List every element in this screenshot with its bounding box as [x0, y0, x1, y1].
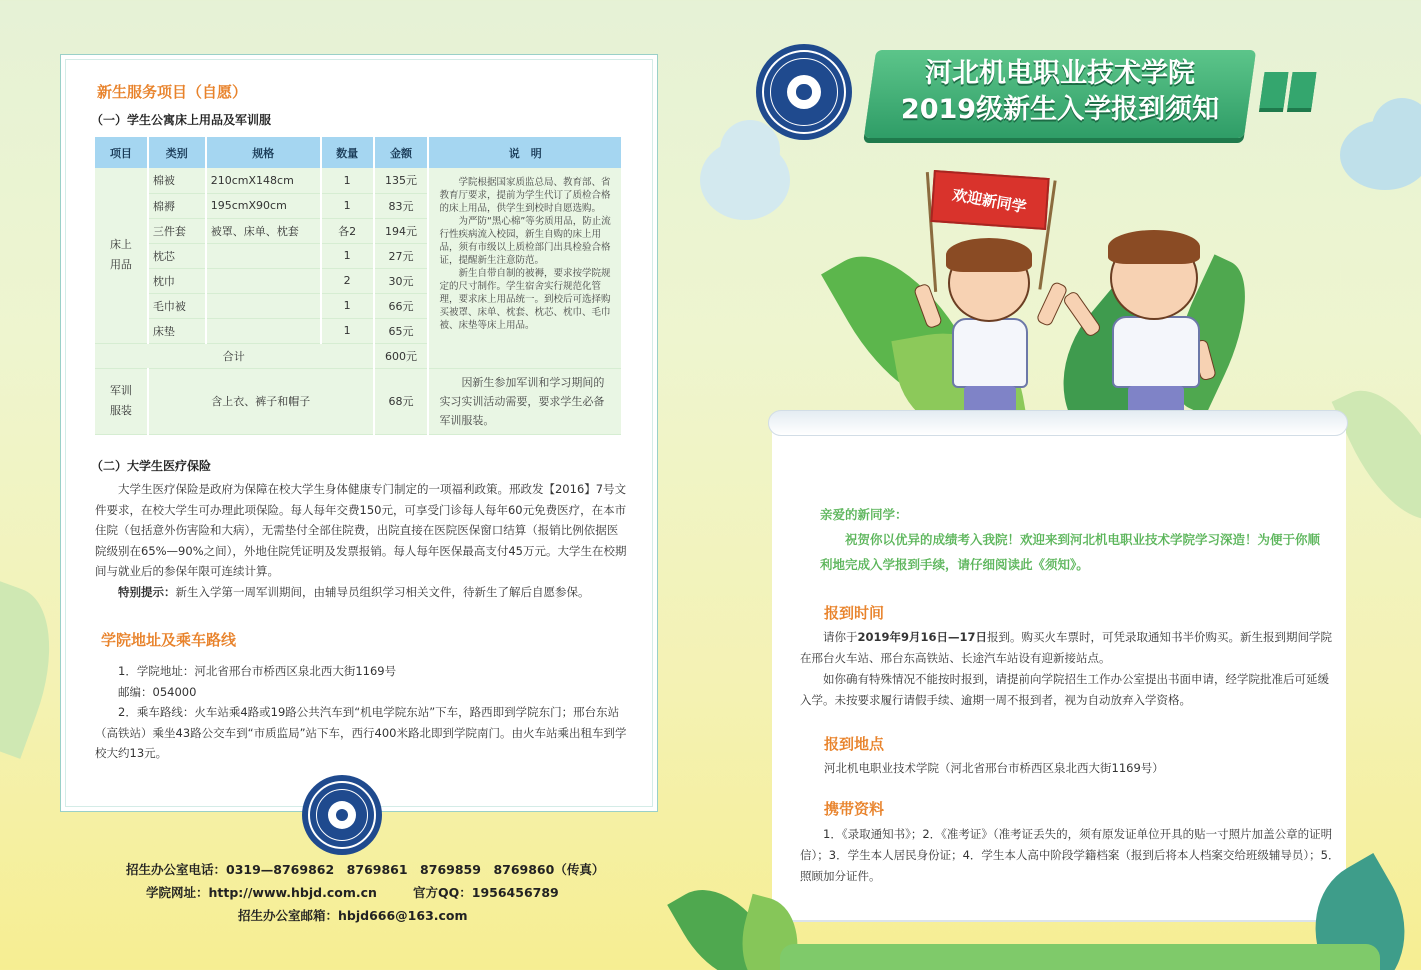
banner-tab-decoration — [1259, 72, 1288, 108]
kid-hair — [946, 238, 1032, 272]
table-row — [95, 368, 622, 434]
fee-table — [95, 137, 623, 435]
total-amount-cell: 600元 — [374, 343, 429, 368]
military-amount-cell: 68元 — [374, 368, 429, 434]
spec-cell — [206, 268, 321, 293]
welcome-paragraph: 祝贺你以优异的成绩考入我院！欢迎来到河北机电职业技术学院学习深造！为便于你顺利地完成入学报到手续，请仔细阅读此《须知》。 — [820, 532, 1321, 572]
table-header: 说 明 — [428, 137, 622, 168]
amount-cell: 30元 — [374, 268, 429, 293]
qty-cell: 1 — [321, 193, 374, 218]
materials-paragraph: 1．《录取通知书》；2．《准考证》（准考证丢失的，须有原发证单位开具的贴一寸照片加盖公章的证明信）；3．学生本人居民身份证；4．学生本人高中阶段学籍档案（报到后将本人档案交给班级辅导员）；5．照顾加分证件。 — [800, 827, 1340, 883]
ground-strip — [780, 944, 1380, 970]
footer-qq: 官方QQ：1956456789 — [413, 885, 559, 900]
kid-hair — [1108, 230, 1200, 264]
route-line: 2．乘车路线：火车站乘4路或19路公共汽车到“机电学院东站”下车，路西即到学院东门；邢台东站（高铁站）乘坐43路公交车到“市质监局”站下车，西行400米路北即到学院南门。由火车站乘出租车到学校大约13元。 — [95, 705, 627, 760]
spec-cell — [206, 318, 321, 343]
report-date: 2019年9月16日—17日 — [857, 630, 988, 644]
materials-text — [800, 824, 1340, 887]
amount-cell: 83元 — [374, 193, 429, 218]
kid-shirt — [952, 318, 1028, 388]
table-header: 金额 — [374, 137, 429, 168]
qty-cell: 2 — [321, 268, 374, 293]
banner-title-line2: 2019级新生入学报到须知 — [900, 94, 1220, 125]
table-header: 类别 — [148, 137, 206, 168]
spec-cell: 195cmX90cm — [206, 193, 321, 218]
total-label-cell: 合计 — [95, 343, 374, 368]
category-cell: 床垫 — [148, 318, 206, 343]
amount-cell: 27元 — [374, 243, 429, 268]
greeting: 亲爱的新同学： — [820, 507, 908, 522]
category-cell: 三件套 — [148, 218, 206, 243]
qty-cell: 1 — [321, 318, 374, 343]
table-row — [95, 168, 622, 193]
category-cell: 枕巾 — [148, 268, 206, 293]
qty-cell: 1 — [321, 243, 374, 268]
welcome-text — [820, 527, 1320, 577]
spec-cell: 被罩、床单、枕套 — [206, 218, 321, 243]
amount-cell: 65元 — [374, 318, 429, 343]
bedding-note-1: 学院根据国家质监总局、教育部、省教育厅要求，提前为学生代订了质检合格的床上用品，供学生到校时自愿选购。 — [439, 177, 611, 214]
cloud-decoration — [720, 120, 780, 180]
scroll-roll — [768, 410, 1348, 436]
banner-tab-decoration — [1287, 72, 1316, 108]
bedding-note-3: 新生自带自制的被褥，要求按学院规定的尺寸制作。学生宿舍实行规范化管理，要求床上用品统一。到校后可选择购买被罩、床单、枕套、枕芯、枕巾、毛巾被、床垫等床上用品。 — [439, 268, 611, 331]
amount-cell: 194元 — [374, 218, 429, 243]
category-cell: 棉褥 — [148, 193, 206, 218]
place-text: 河北机电职业技术学院（河北省邢台市桥西区泉北西大街1169号） — [824, 761, 1164, 775]
bedding-note-cell — [428, 168, 622, 368]
spec-cell — [206, 243, 321, 268]
qty-cell: 1 — [321, 293, 374, 318]
bedding-note-2: 为严防“黑心棉”等劣质用品，防止流行性疾病流入校园，新生自购的床上用品，须有市级以上质检部门出具检验合格证，提醒新生注意防范。 — [439, 216, 611, 266]
time-paragraph-2: 如你确有特殊情况不能按时报到，请提前向学院招生工作办公室提出书面申请，经学院批准后可延缓入学。未按要求履行请假手续、逾期一周不报到者，视为自动放弃入学资格。 — [800, 672, 1329, 707]
spec-cell — [206, 293, 321, 318]
spec-cell: 210cmX148cm — [206, 168, 321, 193]
place-section-title: 报到地点 — [824, 735, 885, 753]
time-text — [800, 627, 1340, 711]
welcome-flag-text: 欢迎新同学 — [951, 185, 1029, 216]
medical-paragraph: 大学生医疗保险是政府为保障在校大学生身体健康专门制定的一项福利政策。邢政发【2016】7号文件要求，在校大学生可办理此项保险。每人每年交费150元，可享受门诊每人每年60元免费医疗，在本市住院（包括意外伤害险和大病），无需垫付全部住院费，出院直接在医院医保窗口结算（报销比例依据医院级别在65%—90%之间），外地住院凭证明及发票报销。每人每年医保最高支付45万元。大学生在校期间与就业后的参保年限可连续计算。 — [95, 482, 627, 578]
amount-cell: 66元 — [374, 293, 429, 318]
military-note-cell — [428, 368, 622, 434]
medical-tip — [95, 582, 627, 603]
qty-cell: 1 — [321, 168, 374, 193]
table-header: 数量 — [321, 137, 374, 168]
table-header: 规格 — [206, 137, 321, 168]
medical-text — [95, 479, 627, 602]
amount-cell: 135元 — [374, 168, 429, 193]
group-military-cell: 军训 服装 — [95, 368, 148, 434]
medical-tip-label: 特别提示： — [118, 584, 176, 599]
welcome-flag — [930, 170, 1049, 230]
footer-email: 招生办公室邮箱：hbjd666@163.com — [238, 908, 468, 923]
group-bedding-cell: 床上 用品 — [95, 168, 148, 343]
category-cell: 棉被 — [148, 168, 206, 193]
address-section-title: 学院地址及乘车路线 — [101, 631, 237, 649]
address-text — [95, 661, 627, 764]
category-cell: 枕芯 — [148, 243, 206, 268]
time-section-title: 报到时间 — [824, 604, 885, 622]
time-paragraph-1: 请你于2019年9月16日—17日报到。购买火车票时，可凭录取通知书半价购买。新生报到期间学院在邢台火车站、邢台东高铁站、长途汽车站设有迎新接站点。 — [800, 630, 1333, 665]
service-section-title: 新生服务项目（自愿） — [97, 83, 248, 101]
medical-tip-text: 新生入学第一周军训期间，由辅导员组织学习相关文件，待新生了解后自愿参保。 — [175, 584, 590, 599]
kid-shirt — [1112, 316, 1200, 388]
bedding-subtitle: （一）学生公寓床上用品及军训服 — [91, 113, 272, 127]
footer-website: 学院网址：http://www.hbjd.com.cn — [146, 885, 377, 900]
postcode-line: 邮编：054000 — [118, 684, 197, 699]
materials-section-title: 携带资料 — [824, 800, 885, 818]
military-note: 因新生参加军训和学习期间的实习实训活动需要，要求学生必备军训服装。 — [439, 375, 605, 427]
table-header-row — [95, 137, 622, 168]
college-seal-logo — [756, 44, 852, 140]
military-spec-cell: 含上衣、裤子和帽子 — [148, 368, 374, 434]
medical-subtitle: （二）大学生医疗保险 — [91, 459, 212, 473]
category-cell: 毛巾被 — [148, 293, 206, 318]
address-line: 1．学院地址：河北省邢台市桥西区泉北西大街1169号 — [118, 664, 397, 678]
table-header: 项目 — [95, 137, 148, 168]
left-info-panel — [60, 54, 658, 812]
qty-cell: 各2 — [321, 218, 374, 243]
banner-title-line1: 河北机电职业技术学院 — [925, 58, 1195, 89]
college-seal-logo — [302, 775, 382, 855]
footer-phone: 招生办公室电话：0319—8769862 8769861 8769859 8769860（传真） — [126, 862, 605, 877]
title-banner-text — [880, 56, 1240, 128]
